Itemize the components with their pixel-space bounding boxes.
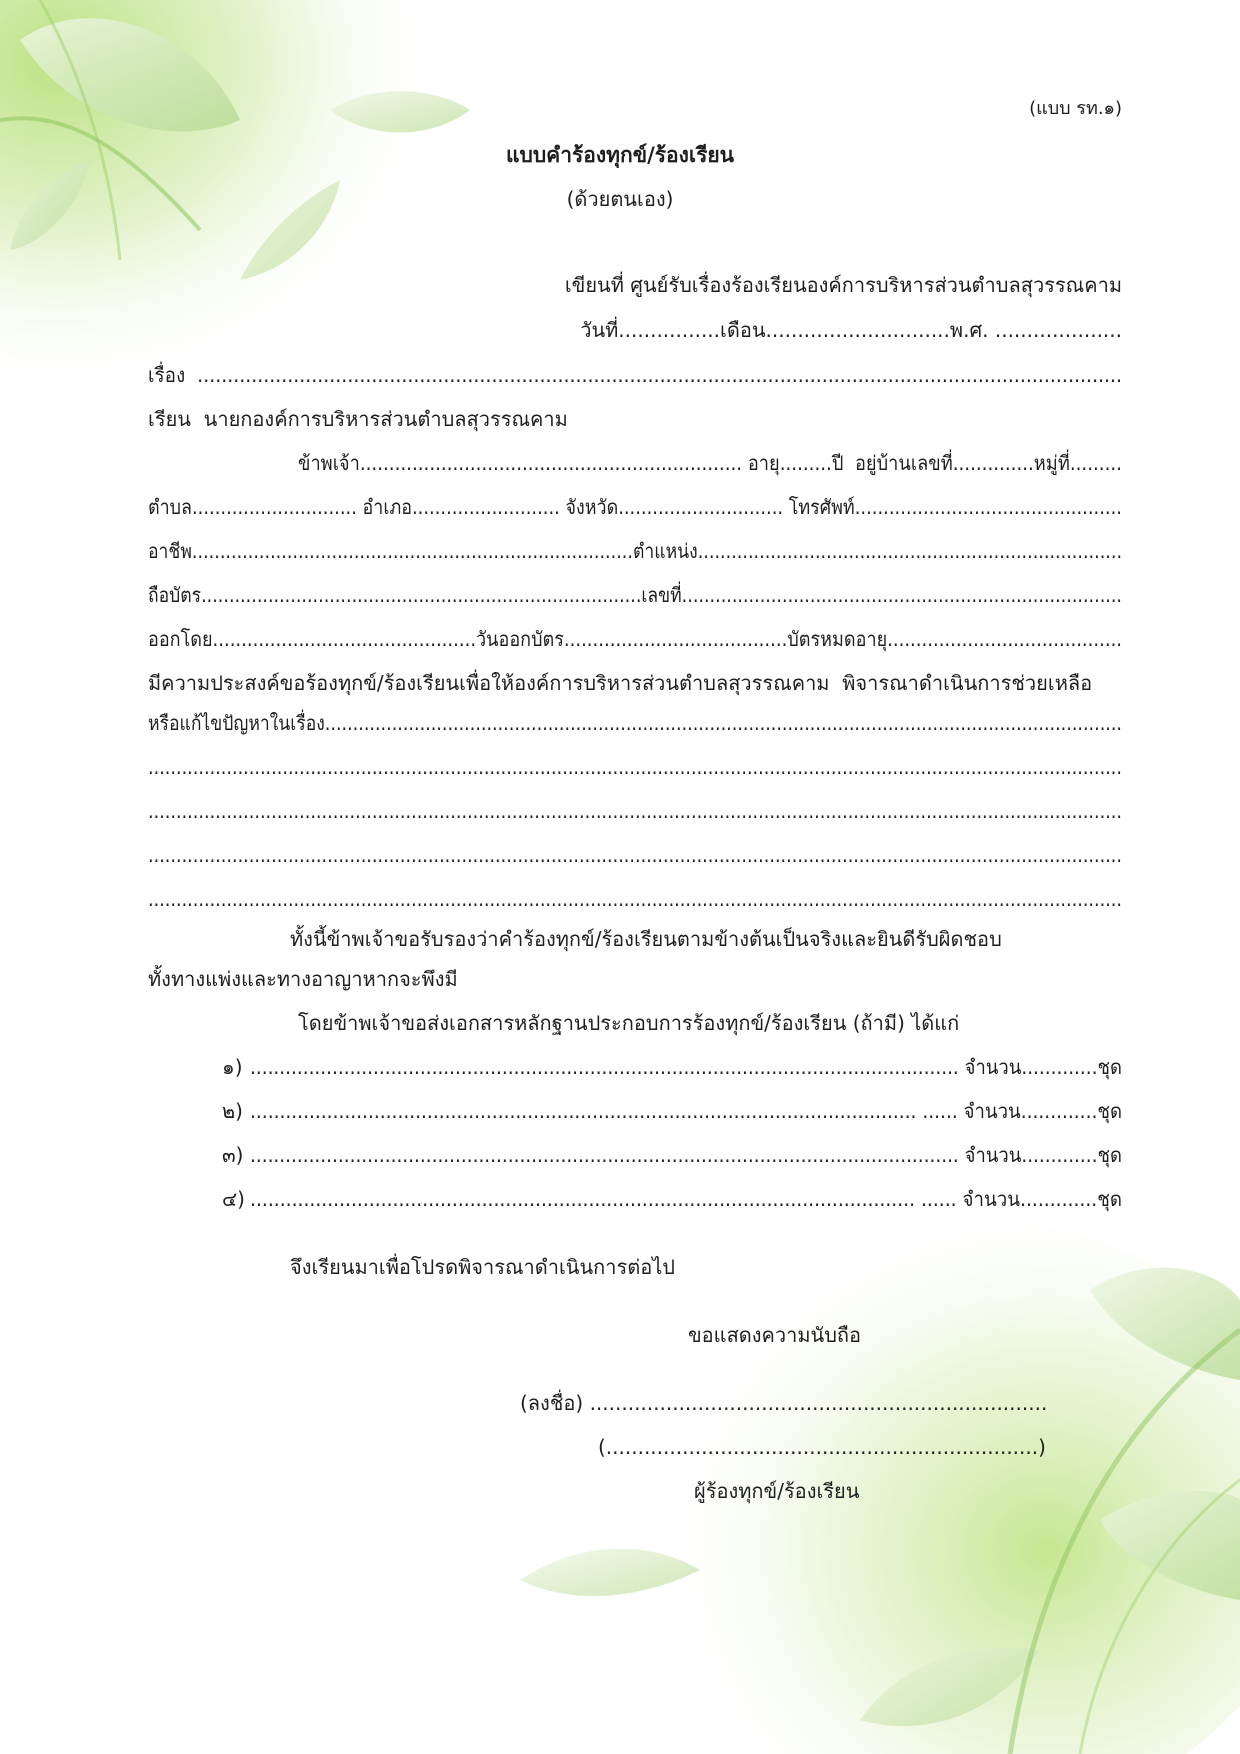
written-at: เขียนที่ ศูนย์รับเรื่องร้องเรียนองค์การบริหารส่วนตำบลสุวรรณคาม bbox=[564, 273, 1122, 297]
attachment-line: ......................................................................................................................... จำนวน.............ชุด bbox=[250, 1055, 1122, 1079]
attachment-line: ................................................................................................................ ...... จำนวน.............ชุด bbox=[250, 1187, 1123, 1211]
attachment-number: ๔) bbox=[222, 1187, 245, 1211]
attachments-intro: โดยข้าพเจ้าขอส่งเอกสารหลักฐานประกอบการร้องทุกข์/ร้องเรียน (ถ้ามี) ได้แก่ bbox=[298, 1011, 960, 1035]
attachment-line: ......................................................................................................................... จำนวน.............ชุด bbox=[250, 1143, 1122, 1167]
info-line-id-card: ถือบัตร...............................................................................เลขที่............................................................................... bbox=[148, 583, 1122, 607]
closing-line: จึงเรียนมาเพื่อโปรดพิจารณาดำเนินการต่อไป bbox=[290, 1255, 675, 1279]
regards: ขอแสดงความนับถือ bbox=[688, 1323, 862, 1347]
attachment-number: ๑) bbox=[222, 1055, 243, 1079]
info-line-occupation: อาชีพ...............................................................................ตำแหน่ง............................................................................ bbox=[148, 539, 1123, 563]
info-line-issued-by: ออกโดย..............................................วันออกบัตร.......................................บัตรหมดอายุ......................................... bbox=[148, 627, 1123, 651]
blank-line: .............................................................................................................................................................................. bbox=[148, 887, 1123, 911]
info-line-name: ข้าพเจ้า.................................................................. อายุ.........ปี อยู่บ้านเลขที่..............หมู่ที่......... bbox=[298, 451, 1122, 475]
form-code: (แบบ รท.๑) bbox=[1029, 98, 1122, 119]
form-subtitle: (ด้วยตนเอง) bbox=[566, 187, 674, 211]
attachment-number: ๓) bbox=[222, 1143, 244, 1167]
info-line-address: ตำบล............................. อำเภอ.......................... จังหวัด............................. โทรศัพท์............................................... bbox=[148, 495, 1122, 519]
blank-line: .............................................................................................................................................................................. bbox=[148, 843, 1123, 867]
attachment-line: ................................................................................................................. ...... จำนวน.............ชุด bbox=[250, 1099, 1123, 1123]
signature-line: (ลงชื่อ) ........................................................................ bbox=[520, 1391, 1048, 1415]
purpose-line: หรือแก้ไขปัญหาในเรื่อง............................................................................................................................................... bbox=[148, 711, 1123, 735]
certify-line: ทั้งนี้ข้าพเจ้าขอรับรองว่าคำร้องทุกข์/ร้องเรียนตามข้างต้นเป็นจริงและยินดีรับผิดชอบ bbox=[290, 927, 1002, 951]
certify-line: ทั้งทางแพ่งและทางอาญาหากจะพึงมี bbox=[148, 967, 458, 991]
blank-line: .............................................................................................................................................................................. bbox=[148, 755, 1123, 779]
date-line: วันที่................เดือน.............................พ.ศ. .................... bbox=[580, 318, 1122, 342]
subject-line: เรื่อง .......................................................................................................................................................... bbox=[148, 363, 1123, 387]
salutation: เรียน นายกองค์การบริหารส่วนตำบลสุวรรณคาม bbox=[148, 407, 568, 431]
attachment-number: ๒) bbox=[222, 1099, 243, 1123]
signer-role: ผู้ร้องทุกข์/ร้องเรียน bbox=[694, 1479, 860, 1503]
blank-line: .............................................................................................................................................................................. bbox=[148, 799, 1123, 823]
form-title: แบบคำร้องทุกข์/ร้องเรียน bbox=[505, 143, 735, 167]
purpose-line: มีความประสงค์ขอร้องทุกข์/ร้องเรียนเพื่อให้องค์การบริหารส่วนตำบลสุวรรณคาม พิจารณาดำเนินการช่วยเหลือ bbox=[148, 671, 1093, 695]
signer-name-line: (....................................................................) bbox=[598, 1435, 1046, 1459]
